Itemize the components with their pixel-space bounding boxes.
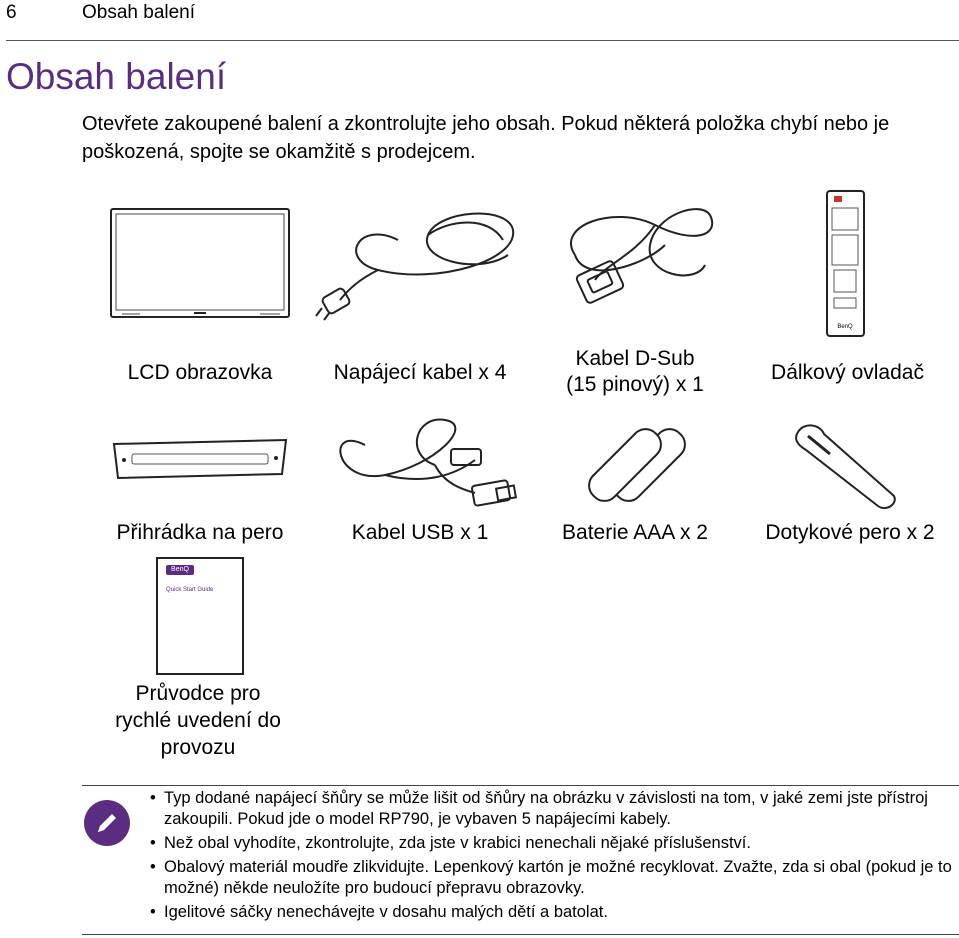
item-label-guide-line1: Průvodce pro xyxy=(135,682,261,705)
page-number: 6 xyxy=(6,2,17,23)
lcd-display-icon xyxy=(110,208,290,320)
item-label-remote: Dálkový ovladač xyxy=(771,361,924,384)
item-label-usb-cable: Kabel USB x 1 xyxy=(351,521,489,544)
quick-start-guide-icon xyxy=(156,557,244,675)
notes-bottom-rule xyxy=(82,934,959,935)
note-item: • Typ dodané napájecí šňůry se může lišit od šňůry na obrázku v závislosti na tom, v jaké zemi jste přístroj zakoupili. Pokud jde o model RP790, je vybaven 5 napájecími kabely. xyxy=(150,788,955,830)
item-label-guide-line3: provozu xyxy=(160,736,236,759)
note-item: • Igelitové sáčky nenechávejte v dosahu malých dětí a batolat. xyxy=(150,902,955,923)
battery-icon xyxy=(575,428,695,514)
dsub-cable-icon xyxy=(555,205,720,320)
header-divider xyxy=(6,40,959,41)
power-cable-icon xyxy=(318,200,528,320)
guide-brand-logo: BenQ xyxy=(166,565,194,575)
item-label-dsub-line1: Kabel D-Sub xyxy=(575,347,695,370)
guide-cover-text: Quick Start Guide xyxy=(166,587,214,593)
remote-brand: BenQ xyxy=(837,324,853,330)
item-label-battery: Baterie AAA x 2 xyxy=(562,521,708,544)
notes-list xyxy=(150,788,955,926)
item-label-lcd: LCD obrazovka xyxy=(127,361,273,384)
usb-cable-icon xyxy=(325,415,520,515)
notes-top-rule xyxy=(82,785,959,786)
page-title: Obsah balení xyxy=(6,56,227,97)
note-item: • Než obal vyhodíte, zkontrolujte, zda jste v krabici nenechali nějaké příslušenství. xyxy=(150,833,955,854)
pen-tray-icon xyxy=(110,440,290,482)
item-label-quick-start-guide xyxy=(88,680,308,761)
touch-pen-icon xyxy=(790,420,900,512)
header-section-title: Obsah balení xyxy=(82,2,196,23)
intro-text: Otevřete zakoupené balení a zkontrolujte jeho obsah. Pokud některá položka chybí nebo je poškozená, spojte se okamžitě s prodejcem. xyxy=(82,113,890,163)
remote-control-icon xyxy=(826,190,866,338)
note-item: • Obalový materiál moudře zlikvidujte. Lepenkový kartón je možné recyklovat. Zvažte, zda si obal (pokud je to možné) někde neuložíte pro budoucí přepravu obrazovky. xyxy=(150,857,955,899)
note-pencil-icon xyxy=(84,800,130,846)
item-label-guide-line2: rychlé uvedení do xyxy=(115,709,281,732)
item-label-dsub-cable xyxy=(535,346,735,398)
item-label-power-cable: Napájecí kabel x 4 xyxy=(333,361,507,384)
item-label-pen-tray: Přihrádka na pero xyxy=(116,521,284,544)
item-label-touch-pen: Dotykové pero x 2 xyxy=(765,521,935,544)
item-label-dsub-line2: (15 pinový) x 1 xyxy=(566,373,704,396)
